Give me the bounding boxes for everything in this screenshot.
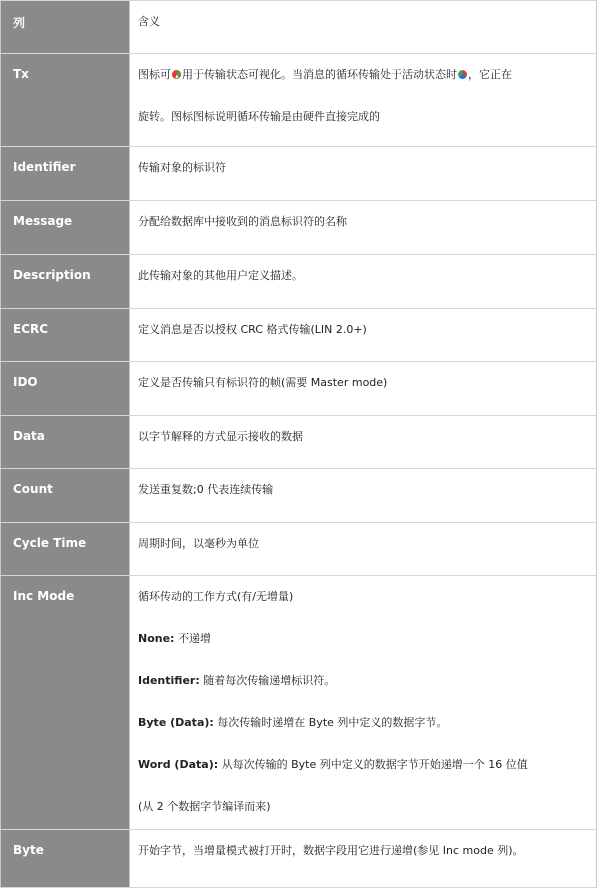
description-text: 旋转。图标图标说明循环传输是由硬件直接完成的	[138, 110, 380, 123]
description-line	[138, 589, 588, 605]
table-row	[0, 830, 597, 888]
color-wheel-icon	[458, 70, 467, 79]
table-row	[0, 469, 597, 523]
description-text: 用于传输状态可视化。当消息的循环传输处于活动状态时	[182, 68, 457, 81]
description-text: 发送重复数;0 代表连续传输	[138, 483, 274, 496]
description-text: 以字节解释的方式显示接收的数据	[138, 430, 303, 443]
description-cell	[130, 523, 597, 575]
column-name-cell: IDO	[0, 362, 130, 415]
description-text: 此传输对象的其他用户定义描述。	[138, 269, 303, 282]
column-name-cell: Tx	[0, 54, 130, 146]
column-name-cell: Message	[0, 201, 130, 254]
description-line	[138, 757, 588, 773]
description-cell	[130, 362, 597, 415]
column-name-cell: ECRC	[0, 309, 130, 361]
description-line	[138, 715, 588, 731]
column-name-cell: Description	[0, 255, 130, 308]
description-text: 开始字节，当增量模式被打开时，数据字段用它进行递增(参见 Inc mode 列)。	[138, 844, 524, 857]
table-row	[0, 54, 597, 147]
description-text: 定义消息是否以授权 CRC 格式传输(LIN 2.0+)	[138, 323, 367, 336]
description-text: 周期时间，以毫秒为单位	[138, 537, 259, 550]
description-cell	[130, 309, 597, 361]
description-line	[138, 429, 588, 445]
table-row	[0, 147, 597, 201]
table-row	[0, 201, 597, 255]
description-text: ，它正在	[468, 68, 512, 81]
description-text: 从每次传输的 Byte 列中定义的数据字节开始递增一个 16 位值	[218, 758, 528, 771]
table-row	[0, 1, 597, 54]
column-name-cell: 列	[0, 1, 130, 53]
description-text: 分配给数据库中接收到的消息标识符的名称	[138, 215, 347, 228]
description-text: 循环传动的工作方式(有/无增量)	[138, 590, 294, 603]
description-text: 含义	[138, 15, 160, 28]
description-line	[138, 482, 588, 498]
description-cell	[130, 576, 597, 829]
description-cell	[130, 416, 597, 468]
option-label: Identifier:	[138, 674, 200, 687]
description-line	[138, 67, 588, 83]
description-text: 传输对象的标识符	[138, 161, 226, 174]
description-line	[138, 160, 588, 176]
table-row	[0, 309, 597, 362]
table-row	[0, 523, 597, 576]
description-line	[138, 109, 588, 125]
description-text: 不递增	[174, 632, 211, 645]
table-row	[0, 255, 597, 309]
option-label: Word (Data):	[138, 758, 219, 771]
column-name-cell: Byte	[0, 830, 130, 887]
description-text: 定义是否传输只有标识符的帧(需要 Master mode)	[138, 376, 388, 389]
description-line	[138, 536, 588, 552]
option-label: Byte (Data):	[138, 716, 214, 729]
description-cell	[130, 469, 597, 522]
description-cell	[130, 830, 597, 887]
description-line	[138, 268, 588, 284]
description-cell	[130, 201, 597, 254]
description-line	[138, 799, 588, 815]
description-text: 每次传输时递增在 Byte 列中定义的数据字节。	[213, 716, 448, 729]
description-line	[138, 843, 588, 859]
column-name-cell: Count	[0, 469, 130, 522]
description-cell	[130, 54, 597, 146]
description-text: 图标可	[138, 68, 171, 81]
column-name-cell: Inc Mode	[0, 576, 130, 829]
description-cell	[130, 1, 597, 53]
description-line	[138, 322, 588, 338]
description-line	[138, 375, 588, 391]
column-name-cell: Data	[0, 416, 130, 468]
description-line	[138, 14, 588, 30]
option-label: None:	[138, 632, 175, 645]
description-line	[138, 631, 588, 647]
description-cell	[130, 255, 597, 308]
rotating-status-icon	[172, 70, 181, 79]
description-cell	[130, 147, 597, 200]
table-row	[0, 416, 597, 469]
description-text: 随着每次传输递增标识符。	[199, 674, 336, 687]
description-line	[138, 214, 588, 230]
column-name-cell: Identifier	[0, 147, 130, 200]
column-name-cell: Cycle Time	[0, 523, 130, 575]
table-row	[0, 576, 597, 830]
description-text: (从 2 个数据字节编译而来)	[138, 800, 271, 813]
description-line	[138, 673, 588, 689]
table-row	[0, 362, 597, 416]
